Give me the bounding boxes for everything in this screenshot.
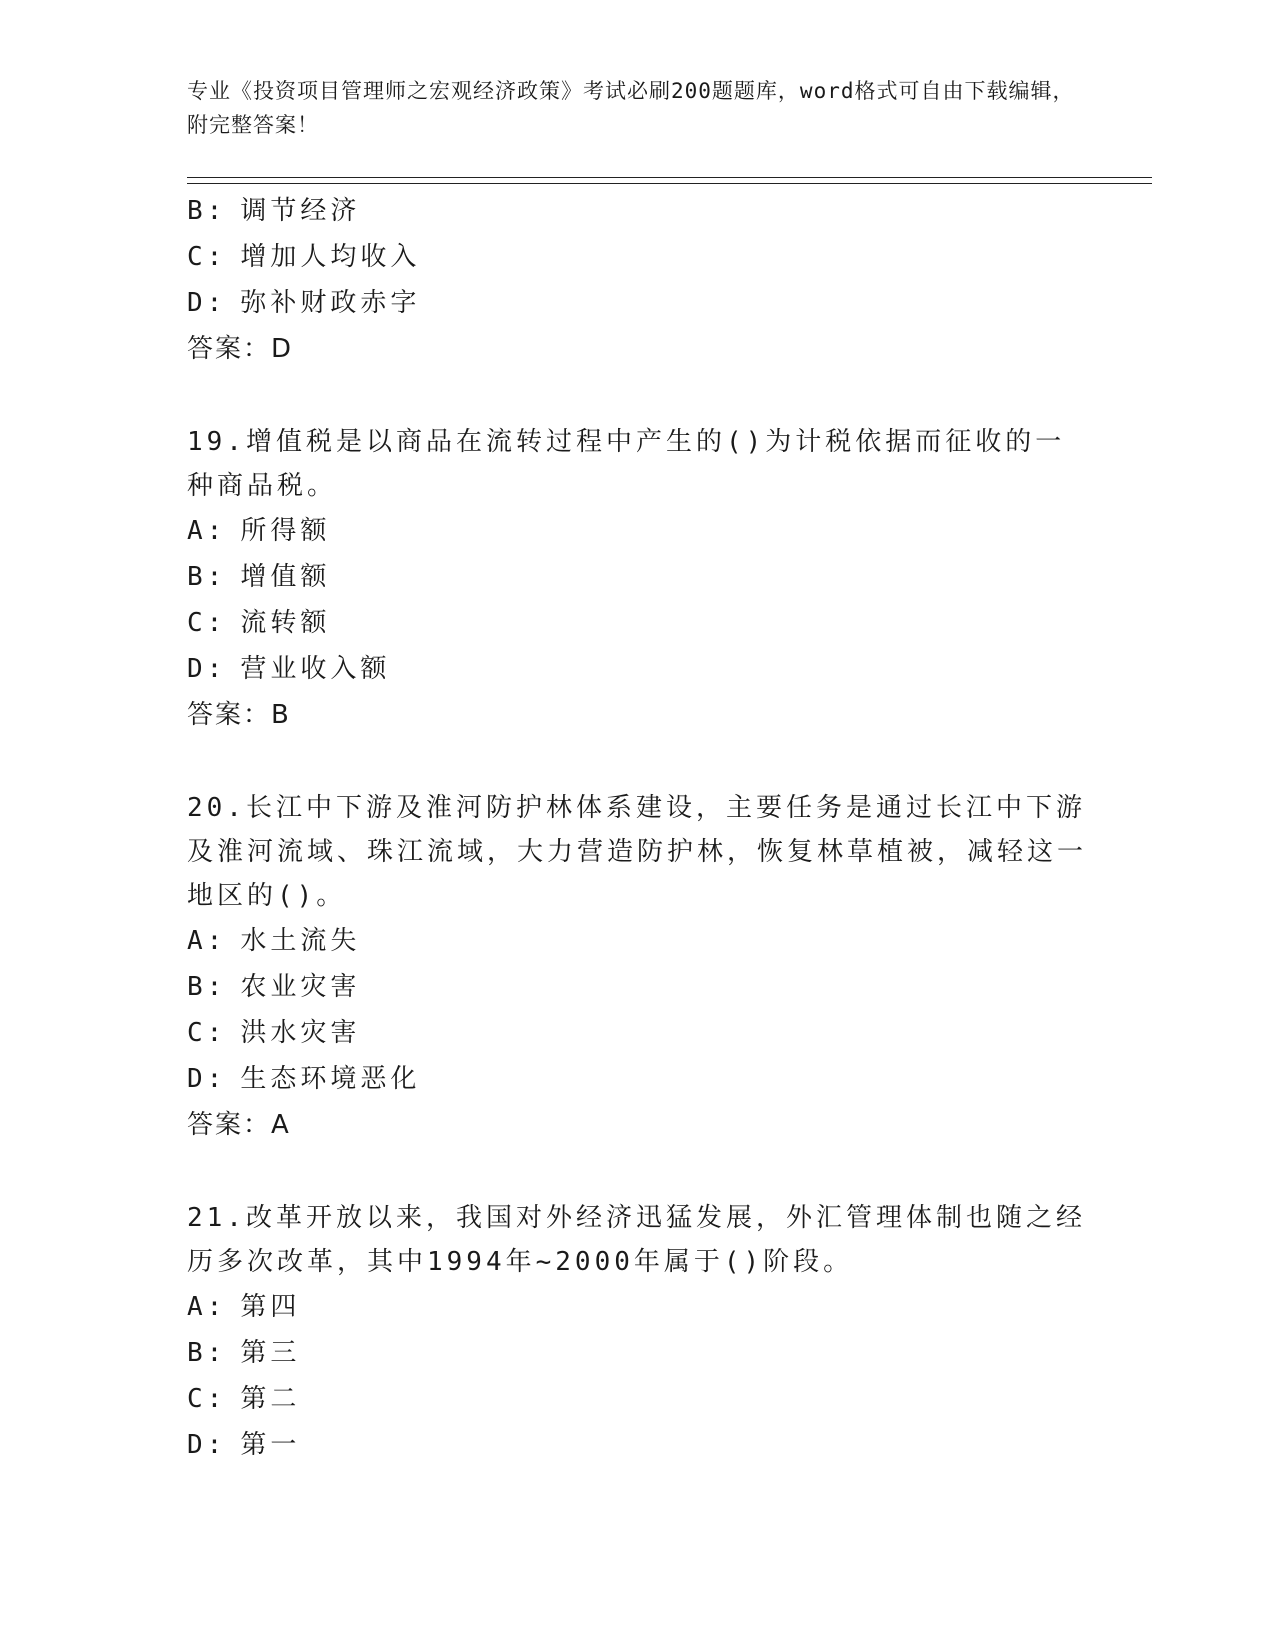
option-text: 弥补财政赤字 <box>240 288 421 318</box>
option-c <box>187 600 1087 646</box>
option-text: 第二 <box>240 1384 301 1414</box>
option-a <box>187 1284 1087 1330</box>
option-d <box>187 280 1087 326</box>
option-label: D: <box>187 1430 227 1460</box>
spacer <box>187 372 1087 420</box>
spacer <box>187 738 1087 786</box>
option-label: D: <box>187 288 227 318</box>
option-a <box>187 508 1087 554</box>
option-text: 第一 <box>240 1430 301 1460</box>
answer-line: 答案：A <box>187 1110 291 1140</box>
answer-line: 答案：B <box>187 700 291 730</box>
option-text: 流转额 <box>240 608 331 638</box>
option-label: C: <box>187 608 227 638</box>
document-body <box>187 188 1087 1468</box>
option-d <box>187 1056 1087 1102</box>
option-label: C: <box>187 1018 227 1048</box>
option-label: B: <box>187 196 227 226</box>
header-divider-bottom <box>187 183 1152 184</box>
option-label: A: <box>187 1292 227 1322</box>
option-text: 洪水灾害 <box>240 1018 361 1048</box>
option-b <box>187 188 1087 234</box>
option-label: A: <box>187 516 227 546</box>
option-text: 营业收入额 <box>240 654 391 684</box>
option-b <box>187 1330 1087 1376</box>
option-c <box>187 234 1087 280</box>
option-d <box>187 646 1087 692</box>
option-text: 增值额 <box>240 562 331 592</box>
option-text: 农业灾害 <box>240 972 361 1002</box>
option-text: 所得额 <box>240 516 331 546</box>
header-divider-top <box>187 177 1152 178</box>
option-c <box>187 1376 1087 1422</box>
question-text: 20.长江中下游及淮河防护林体系建设，主要任务是通过长江中下游及淮河流域、珠江流域，大力营造防护林，恢复林草植被，减轻这一地区的()。 <box>187 793 1088 911</box>
answer-line: 答案：D <box>187 334 294 364</box>
question-20 <box>187 786 1087 1148</box>
option-label: B: <box>187 1338 227 1368</box>
option-text: 水土流失 <box>240 926 361 956</box>
option-c <box>187 1010 1087 1056</box>
option-b <box>187 964 1087 1010</box>
question-text: 21.改革开放以来，我国对外经济迅猛发展，外汇管理体制也随之经历多次改革，其中1994年~2000年属于()阶段。 <box>187 1203 1086 1277</box>
option-label: B: <box>187 972 227 1002</box>
option-label: D: <box>187 654 227 684</box>
question-18 <box>187 188 1087 372</box>
option-text: 调节经济 <box>240 196 361 226</box>
option-b <box>187 554 1087 600</box>
question-19 <box>187 420 1087 738</box>
option-label: B: <box>187 562 227 592</box>
option-text: 第四 <box>240 1292 301 1322</box>
option-label: D: <box>187 1064 227 1094</box>
question-21 <box>187 1196 1087 1468</box>
option-label: A: <box>187 926 227 956</box>
spacer <box>187 1148 1087 1196</box>
option-d <box>187 1422 1087 1468</box>
option-text: 生态环境恶化 <box>240 1064 421 1094</box>
option-text: 增加人均收入 <box>240 242 421 272</box>
question-text: 19.增值税是以商品在流转过程中产生的()为计税依据而征收的一种商品税。 <box>187 427 1066 501</box>
option-label: C: <box>187 1384 227 1414</box>
option-label: C: <box>187 242 227 272</box>
option-text: 第三 <box>240 1338 301 1368</box>
page-header: 专业《投资项目管理师之宏观经济政策》考试必刷200题题库，word格式可自由下载编辑，附完整答案！ <box>187 79 1075 137</box>
option-a <box>187 918 1087 964</box>
